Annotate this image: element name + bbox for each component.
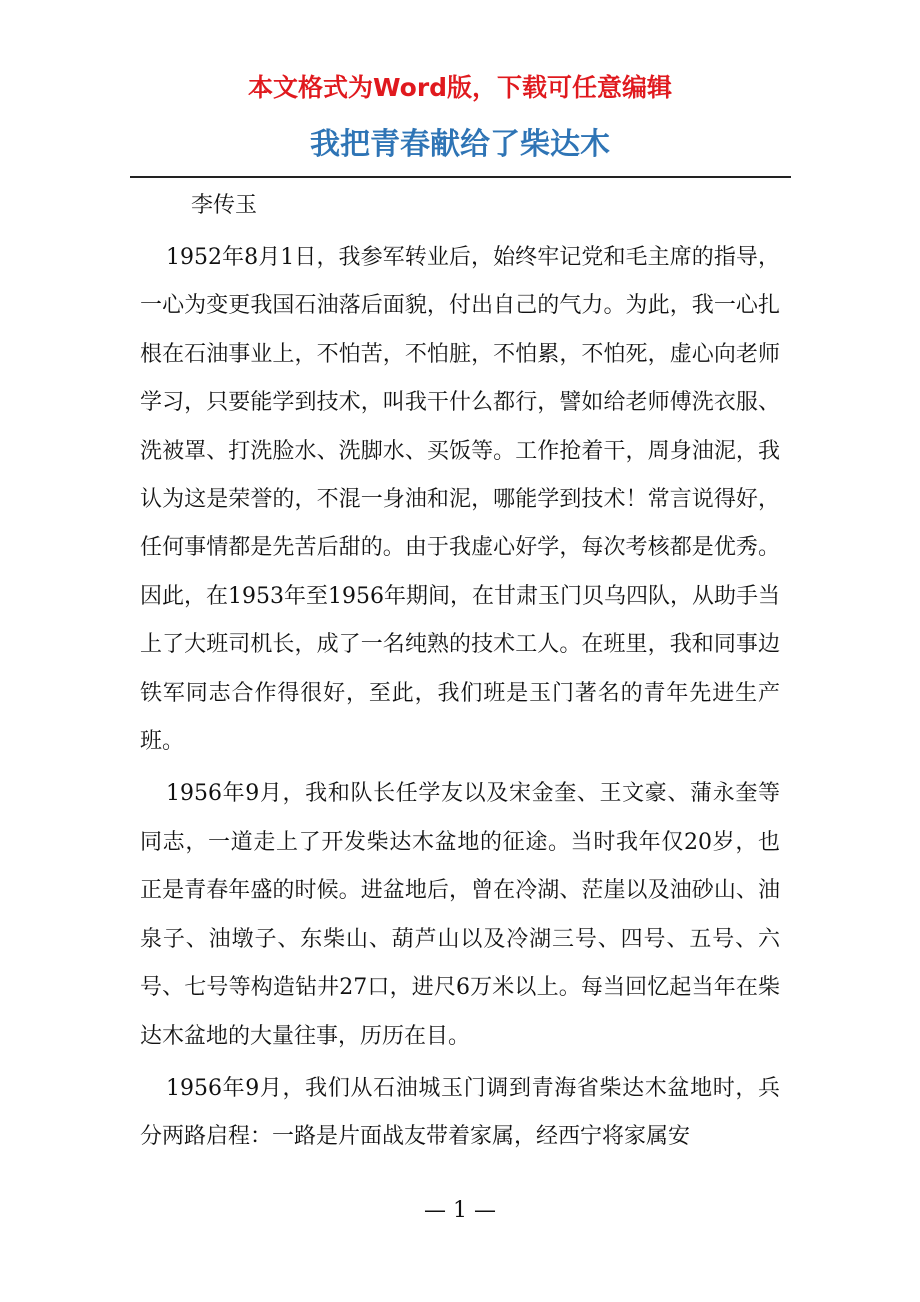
- paragraph: 1956年9月，我和队长任学友以及宋金奎、王文豪、蒲永奎等同志，一道走上了开发柴达木盆地的征途。当时我年仅20岁，也正是青春年盛的时候。进盆地后，曾在冷湖、茫崖以及油砂山、油泉子、油墩子、东柴山、葫芦山以及冷湖三号、四号、五号、六号、七号等构造钻井27口，进尺6万米以上。每当回忆起当年在柴达木盆地的大量往事，历历在目。: [140, 781, 780, 1049]
- author-name: 李传玉: [191, 193, 258, 218]
- page-number: — 1 —: [424, 1198, 496, 1223]
- paragraph: 1952年8月1日，我参军转业后，始终牢记党和毛主席的指导，一心为变更我国石油落后面貌，付出自己的气力。为此，我一心扎根在石油事业上，不怕苦，不怕脏，不怕累，不怕死，虚心向老师学习，只要能学到技术，叫我干什么都行，譬如给老师傅洗衣服、洗被罩、打洗脸水、洗脚水、买饭等。工作抢着干，周身油泥，我认为这是荣誉的，不混一身油和泥，哪能学到技术！常言说得好， 任何事情都是先苦后甜的。由于我虚心好学，每次考核都是优秀。因此，在1953年至1956年期间，在甘肃玉门贝乌四队，从助手当上了大班司机长，成了一名纯熟的技术工人。在班里，我和同事边铁军同志合作得很好，至此，我们班是玉门著名的青年先进生产班。: [140, 245, 780, 755]
- download-notice: 本文格式为Word版，下载可任意编辑: [247, 73, 673, 102]
- paragraph: 1956年9月，我们从石油城玉门调到青海省柴达木盆地时，兵分两路启程：一路是片面战友带着家属，经西宁将家属安: [140, 1075, 780, 1150]
- title-divider: [130, 176, 791, 178]
- document-title: 我把青春献给了柴达木: [310, 127, 610, 162]
- document-body: [140, 234, 780, 1166]
